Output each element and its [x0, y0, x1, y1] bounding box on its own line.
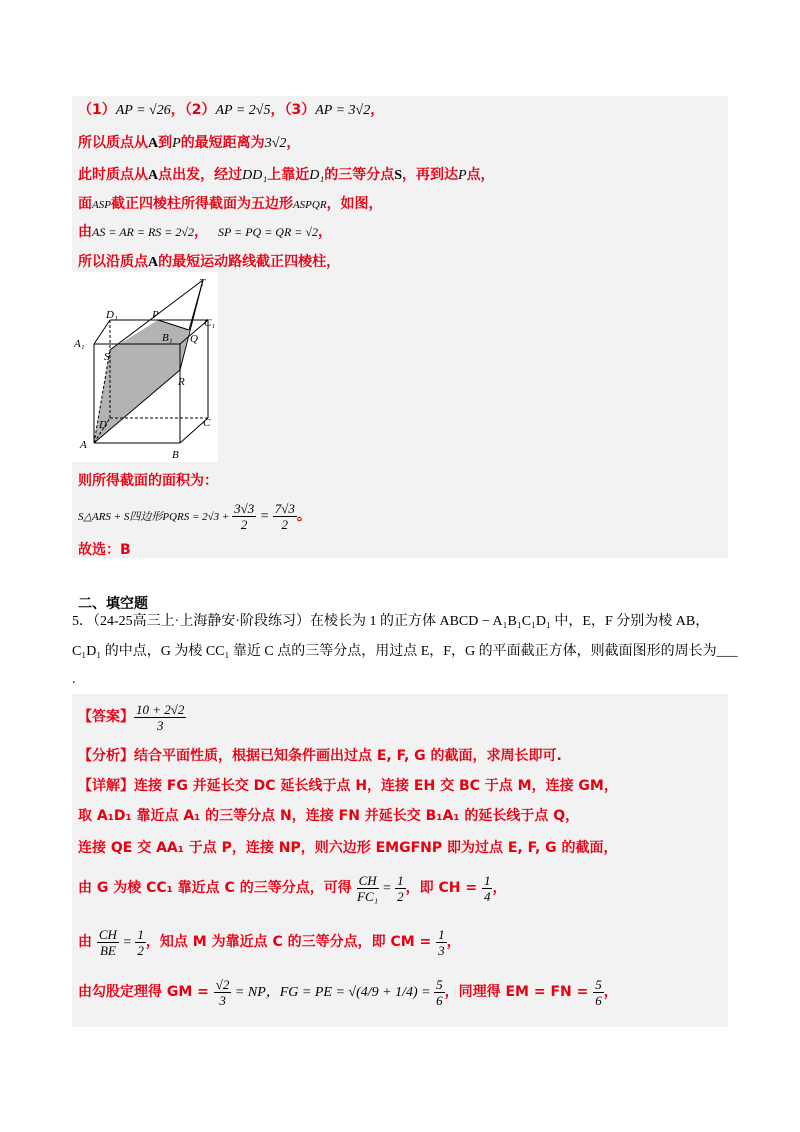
denominator: 3	[156, 717, 164, 733]
text: 所以沿质点	[78, 254, 148, 270]
label-A1: A₁	[74, 338, 85, 350]
text: 到	[158, 135, 173, 151]
fraction	[135, 927, 146, 958]
fraction	[436, 927, 447, 958]
detail-line-4	[78, 868, 506, 909]
text: 点，	[466, 167, 495, 183]
fraction	[214, 977, 232, 1008]
text: ，同理得 EM = FN =	[444, 984, 594, 1000]
text: ，	[492, 880, 507, 896]
solution-line-2	[78, 133, 300, 154]
detail-line-6	[78, 972, 618, 1013]
label-C: C	[203, 417, 211, 429]
label-S: S	[104, 351, 110, 363]
text: ，如图，	[326, 196, 383, 212]
numerator: √2	[215, 976, 230, 992]
math: DD₁	[242, 168, 268, 183]
fraction	[273, 501, 297, 532]
denominator: BE	[99, 942, 116, 958]
numerator: 1	[483, 872, 491, 888]
fraction	[434, 977, 445, 1008]
math: = NP，FG = PE = √(4/9 + 1/4) =	[231, 985, 435, 1000]
fraction	[232, 501, 256, 532]
text: ，	[370, 102, 385, 118]
solution-line-6	[78, 252, 340, 273]
text: 由	[78, 934, 97, 950]
text: ，	[446, 934, 461, 950]
label-P: P	[152, 309, 159, 321]
solution-line-5	[78, 222, 332, 242]
math: ASPQR	[292, 199, 327, 211]
math: S	[394, 168, 402, 183]
label-T: T	[199, 277, 206, 289]
label-B1: B₁	[162, 332, 173, 344]
denominator: 4	[483, 888, 491, 904]
numerator: CH	[98, 926, 117, 942]
fraction	[482, 873, 493, 904]
text: 由勾股定理得 GM =	[78, 984, 214, 1000]
fraction	[357, 873, 379, 904]
denominator: 3	[219, 992, 226, 1008]
fraction	[395, 873, 406, 904]
prism-section-figure	[72, 272, 218, 462]
text: ，	[193, 224, 208, 240]
answer-label: 【答案】	[78, 709, 134, 725]
text: 面	[78, 196, 92, 212]
label-Q: Q	[190, 333, 198, 345]
text: 此时质点从	[78, 167, 148, 183]
fraction	[593, 977, 604, 1008]
text: （1）	[78, 102, 116, 118]
text: ，即 CH =	[405, 880, 482, 896]
text: ，	[317, 224, 332, 240]
text: 截正四棱柱所得截面为五边形	[110, 196, 293, 212]
label-C1: C₁	[204, 317, 216, 329]
answer-fraction	[134, 702, 186, 733]
math: P	[458, 168, 467, 183]
detail-line-3: 连接 QE 交 AA₁ 于点 P，连接 NP，则六边形 EMGFNP 即为过点 E, F, G 的截面，	[78, 840, 618, 856]
text: ，（3）	[270, 102, 316, 118]
text: 由	[78, 224, 92, 240]
answer-line	[78, 698, 186, 736]
denominator: 6	[595, 992, 602, 1008]
text: 点出发，经过	[158, 167, 243, 183]
text: 的三等分点	[324, 167, 395, 183]
detail-line-5	[78, 922, 461, 963]
answer-choice: 故选：B	[78, 542, 131, 558]
math: ASP	[92, 199, 111, 211]
label-D1: D₁	[106, 309, 118, 321]
analysis-line: 【分析】结合平面性质，根据已知条件画出过点 E, F, G 的截面，求周长即可.	[78, 748, 562, 764]
numerator: 5	[436, 976, 443, 992]
math: =	[256, 509, 273, 524]
text: 所以质点从	[78, 135, 148, 151]
math: 3√2	[264, 136, 287, 151]
area-formula	[78, 496, 311, 537]
numerator: 1	[137, 926, 144, 942]
solution-line-1	[78, 100, 384, 121]
text: ，	[603, 984, 618, 1000]
numerator: 5	[595, 976, 602, 992]
denominator: 3	[438, 942, 445, 958]
text: 上靠近	[267, 167, 310, 183]
text: ，再到达	[402, 167, 458, 183]
solution-line-3	[78, 165, 495, 186]
label-R: R	[178, 376, 185, 388]
math: A	[148, 136, 159, 151]
text: 的最短运动路线截正四棱柱，	[158, 254, 341, 270]
numerator: 7√3	[274, 500, 295, 516]
math: D₁	[309, 168, 325, 183]
math: =	[378, 881, 396, 896]
math: AS = AR = RS = 2√2	[92, 225, 194, 239]
math: A	[148, 255, 159, 270]
fraction	[97, 927, 119, 958]
math: SP = PQ = QR = √2	[217, 225, 318, 239]
question-5-line-3: .	[72, 672, 76, 687]
numerator: 1	[438, 926, 445, 942]
denominator: FC₁	[357, 888, 379, 904]
math: P	[172, 136, 181, 151]
math: =	[118, 935, 136, 950]
question-5-line-2: C₁D₁ 的中点，G 为棱 CC₁ 靠近 C 点的三等分点，用过点 E，F，G 的平面截正方体，则截面图形的周长为___	[72, 644, 738, 659]
label-D: D	[99, 419, 107, 431]
question-5-line-1: 5．（24-25高三上·上海静安·阶段练习）在棱长为 1 的正方体 ABCD − A₁B₁C₁D₁ 中，E，F 分别为棱 AB，	[72, 614, 710, 629]
text: 的最短距离为	[180, 135, 265, 151]
math: AP = 3√2	[315, 103, 371, 118]
detail-line-1: 【详解】连接 FG 并延长交 DC 延长线于点 H，连接 EH 交 BC 于点 M，连接 GM，	[78, 778, 618, 794]
text: ，（2）	[170, 102, 216, 118]
detail-line-2: 取 A₁D₁ 靠近点 A₁ 的三等分点 N，连接 FN 并延长交 B₁A₁ 的延长线于点 Q，	[78, 808, 580, 824]
denominator: 2	[281, 516, 288, 532]
math: S△ARS + S四边形PQRS = 2√3 +	[78, 511, 233, 523]
denominator: 6	[436, 992, 443, 1008]
math: AP = √26	[115, 103, 171, 118]
math: A	[148, 168, 159, 183]
denominator: 2	[137, 942, 144, 958]
label-B: B	[172, 449, 179, 461]
math: AP = 2√5	[215, 103, 271, 118]
text: 由 G 为棱 CC₁ 靠近点 C 的三等分点，可得	[78, 880, 357, 896]
numerator: 10 + 2√2	[136, 701, 185, 717]
label-A: A	[80, 439, 87, 451]
denominator: 2	[397, 888, 404, 904]
text: ，	[286, 135, 301, 151]
numerator: CH	[358, 872, 377, 888]
denominator: 2	[240, 516, 248, 532]
numerator: 1	[397, 872, 404, 888]
area-label: 则所得截面的面积为：	[78, 473, 218, 489]
solution-line-4	[78, 194, 383, 215]
text: ，知点 M 为靠近点 C 的三等分点，即 CM =	[145, 934, 437, 950]
text: 。	[296, 508, 311, 524]
numerator: 3√3	[234, 500, 255, 516]
section-heading: 二、填空题	[78, 596, 148, 612]
